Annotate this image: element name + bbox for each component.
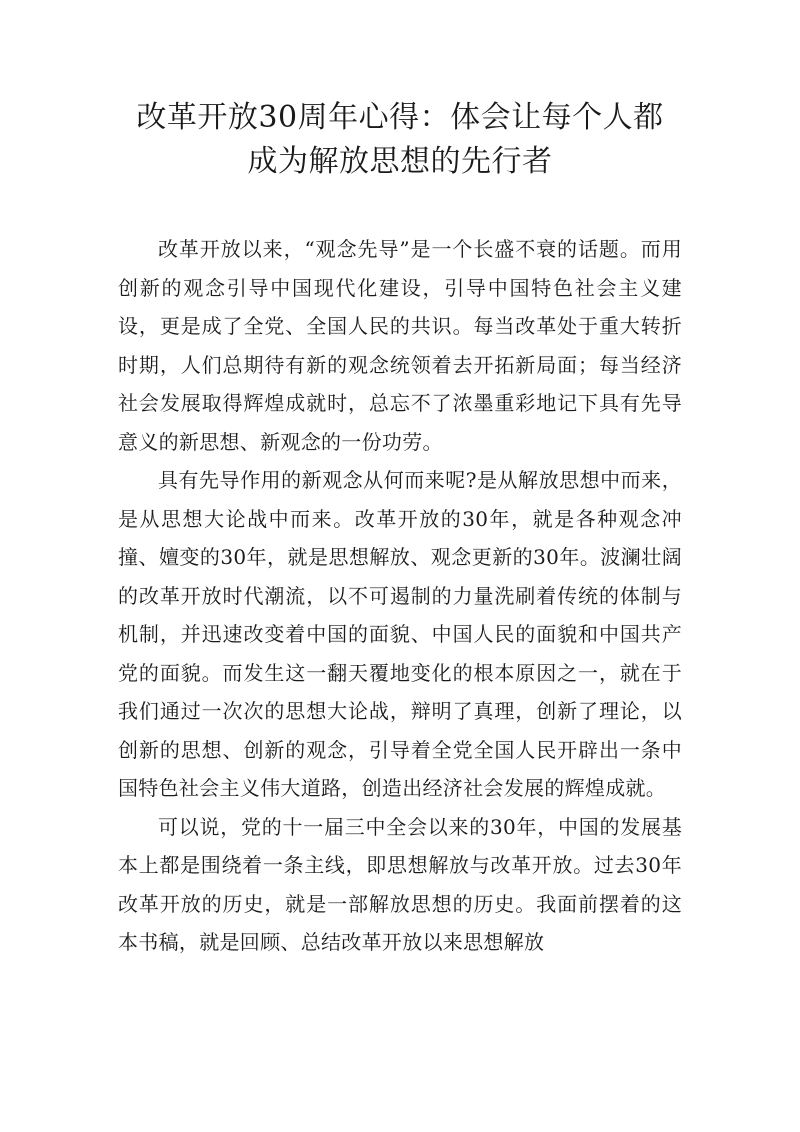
title-line-1: 改革开放30周年心得：体会让每个人都 <box>136 100 664 135</box>
title-line-2: 成为解放思想的先行者 <box>247 144 553 179</box>
document-title <box>118 96 682 184</box>
paragraph-3: 可以说，党的十一届三中全会以来的30年，中国的发展基本上都是围绕着一条主线，即思想解放与改革开放。过去30年改革开放的历史，就是一部解放思想的历史。我面前摆着的这本书稿，就是回顾、总结改革开放以来思想解放 <box>118 814 682 954</box>
paragraph-1: 改革开放以来，“观念先导”是一个长盛不衰的话题。而用创新的观念引导中国现代化建设，引导中国特色社会主义建设，更是成了全党、全国人民的共识。每当改革处于重大转折时期，人们总期待有新的观念统领着去开拓新局面；每当经济社会发展取得辉煌成就时，总忘不了浓墨重彩地记下具有先导意义的新思想、新观念的一份功劳。 <box>118 237 682 454</box>
paragraph-2: 具有先导作用的新观念从何而来呢?是从解放思想中而来，是从思想大论战中而来。改革开放的30年，就是各种观念冲撞、嬗变的30年，就是思想解放、观念更新的30年。波澜壮阔的改革开放时代潮流，以不可遏制的力量洗刷着传统的体制与机制，并迅速改变着中国的面貌、中国人民的面貌和中国共产党的面貌。而发生这一翻天覆地变化的根本原因之一，就在于我们通过一次次的思想大论战，辩明了真理，创新了理论，以创新的思想、创新的观念，引导着全党全国人民开辟出一条中国特色社会主义伟大道路，创造出经济社会发展的辉煌成就。 <box>118 468 682 800</box>
document-body <box>118 230 682 962</box>
